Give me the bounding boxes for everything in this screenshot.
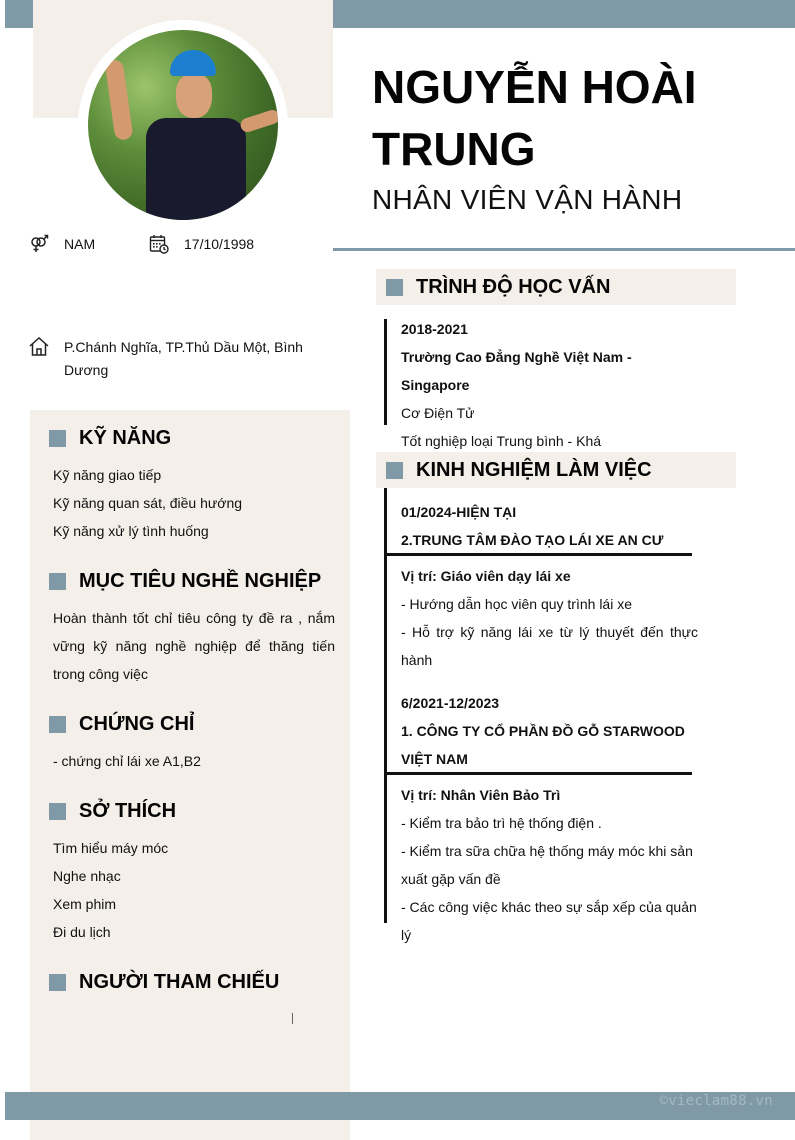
calendar-icon	[148, 233, 170, 255]
education-major: Cơ Điện Tử	[401, 405, 475, 421]
job-duty: - Kiểm tra sữa chữa hệ thống máy móc khi sản xuất gặp vấn đề	[401, 843, 693, 887]
objective-text: Hoàn thành tốt chỉ tiêu công ty đề ra , nắm vững kỹ năng nghề nghiệp để thăng tiến trong công việc	[53, 610, 335, 682]
skills-heading: KỸ NĂNG	[49, 427, 171, 450]
experience-heading-band	[376, 452, 736, 488]
section-square-icon	[386, 279, 403, 296]
job-divider	[384, 772, 692, 775]
hobby-item: Đi du lịch	[53, 924, 111, 940]
education-timeline-line	[384, 319, 387, 425]
certificates-heading: CHỨNG CHỈ	[49, 713, 194, 736]
job-title: NHÂN VIÊN VẬN HÀNH	[372, 184, 683, 215]
dob-row	[148, 233, 254, 255]
experience-heading: KINH NGHIỆM LÀM VIỆC	[386, 452, 652, 488]
job-entry-header	[401, 498, 698, 554]
skill-item: Kỹ năng quan sát, điều hướng	[53, 495, 243, 511]
skill-item: Kỹ năng xử lý tình huống	[53, 523, 209, 539]
dob-value: 17/10/1998	[184, 236, 255, 252]
references-heading: NGƯỜI THAM CHIẾU	[49, 971, 279, 994]
header-divider	[333, 248, 795, 251]
education-school: Trường Cao Đẳng Nghề Việt Nam - Singapore	[401, 349, 632, 393]
hobbies-list	[53, 834, 168, 946]
gender-row	[28, 233, 95, 255]
skills-list	[53, 461, 242, 545]
section-square-icon	[386, 462, 403, 479]
certificates-list	[53, 747, 201, 775]
address-row	[28, 336, 318, 382]
photo-arm-left	[105, 59, 134, 141]
education-period: 2018-2021	[401, 321, 468, 337]
profile-photo	[88, 30, 278, 220]
photo-arm-right	[239, 108, 278, 134]
job-entry-details	[401, 781, 698, 949]
job-duty: - Kiểm tra bảo trì hệ thống điện .	[401, 815, 602, 831]
section-square-icon	[49, 573, 66, 590]
job-company: 2.TRUNG TÂM ĐÀO TẠO LÁI XE AN CƯ	[401, 532, 664, 548]
photo-helmet	[170, 50, 216, 76]
references-empty-area	[292, 1013, 293, 1024]
hobby-item: Xem phim	[53, 896, 117, 912]
job-duty: - Hướng dẫn học viên quy trình lái xe	[401, 596, 633, 612]
education-heading: TRÌNH ĐỘ HỌC VẤN	[386, 269, 610, 305]
sidebar-panel	[30, 410, 350, 1140]
job-duty: - Hỗ trợ kỹ năng lái xe từ lý thuyết đến thực hành	[401, 624, 698, 668]
gender-icon	[28, 233, 50, 255]
job-period: 6/2021-12/2023	[401, 695, 500, 711]
section-square-icon	[49, 803, 66, 820]
home-icon	[28, 336, 50, 358]
hobby-item: Tìm hiểu máy móc	[53, 840, 169, 856]
job-position: Vị trí: Giáo viên dạy lái xe	[401, 568, 571, 584]
job-position: Vị trí: Nhân Viên Bảo Trì	[401, 787, 561, 803]
section-square-icon	[49, 974, 66, 991]
education-entry	[401, 315, 698, 455]
address-value: P.Chánh Nghĩa, TP.Thủ Dầu Một, Bình Dương	[64, 339, 303, 378]
photo-face	[176, 74, 212, 118]
hobby-item: Nghe nhạc	[53, 868, 121, 884]
hobbies-heading: SỞ THÍCH	[49, 800, 176, 823]
objective-heading: MỤC TIÊU NGHỀ NGHIỆP	[49, 570, 321, 593]
gender-value: NAM	[64, 236, 96, 252]
education-heading-band	[376, 269, 736, 305]
photo-shirt	[146, 118, 246, 220]
section-square-icon	[49, 430, 66, 447]
job-period: 01/2024-HIỆN TẠI	[401, 504, 517, 520]
watermark: ©vieclam88.vn	[659, 1093, 773, 1109]
candidate-name: NGUYỄN HOÀI TRUNG	[372, 61, 697, 175]
skill-item: Kỹ năng giao tiếp	[53, 467, 162, 483]
section-square-icon	[49, 716, 66, 733]
job-entry-header	[401, 689, 698, 773]
education-result: Tốt nghiệp loại Trung bình - Khá	[401, 433, 602, 449]
job-company: 1. CÔNG TY CỔ PHẦN ĐỒ GỖ STARWOOD VIỆT NAM	[401, 723, 685, 767]
job-entry-details	[401, 562, 698, 674]
job-duty: - Các công việc khác theo sự sắp xếp của quản lý	[401, 899, 697, 943]
job-divider	[384, 553, 692, 556]
certificate-item: - chứng chỉ lái xe A1,B2	[53, 753, 201, 769]
